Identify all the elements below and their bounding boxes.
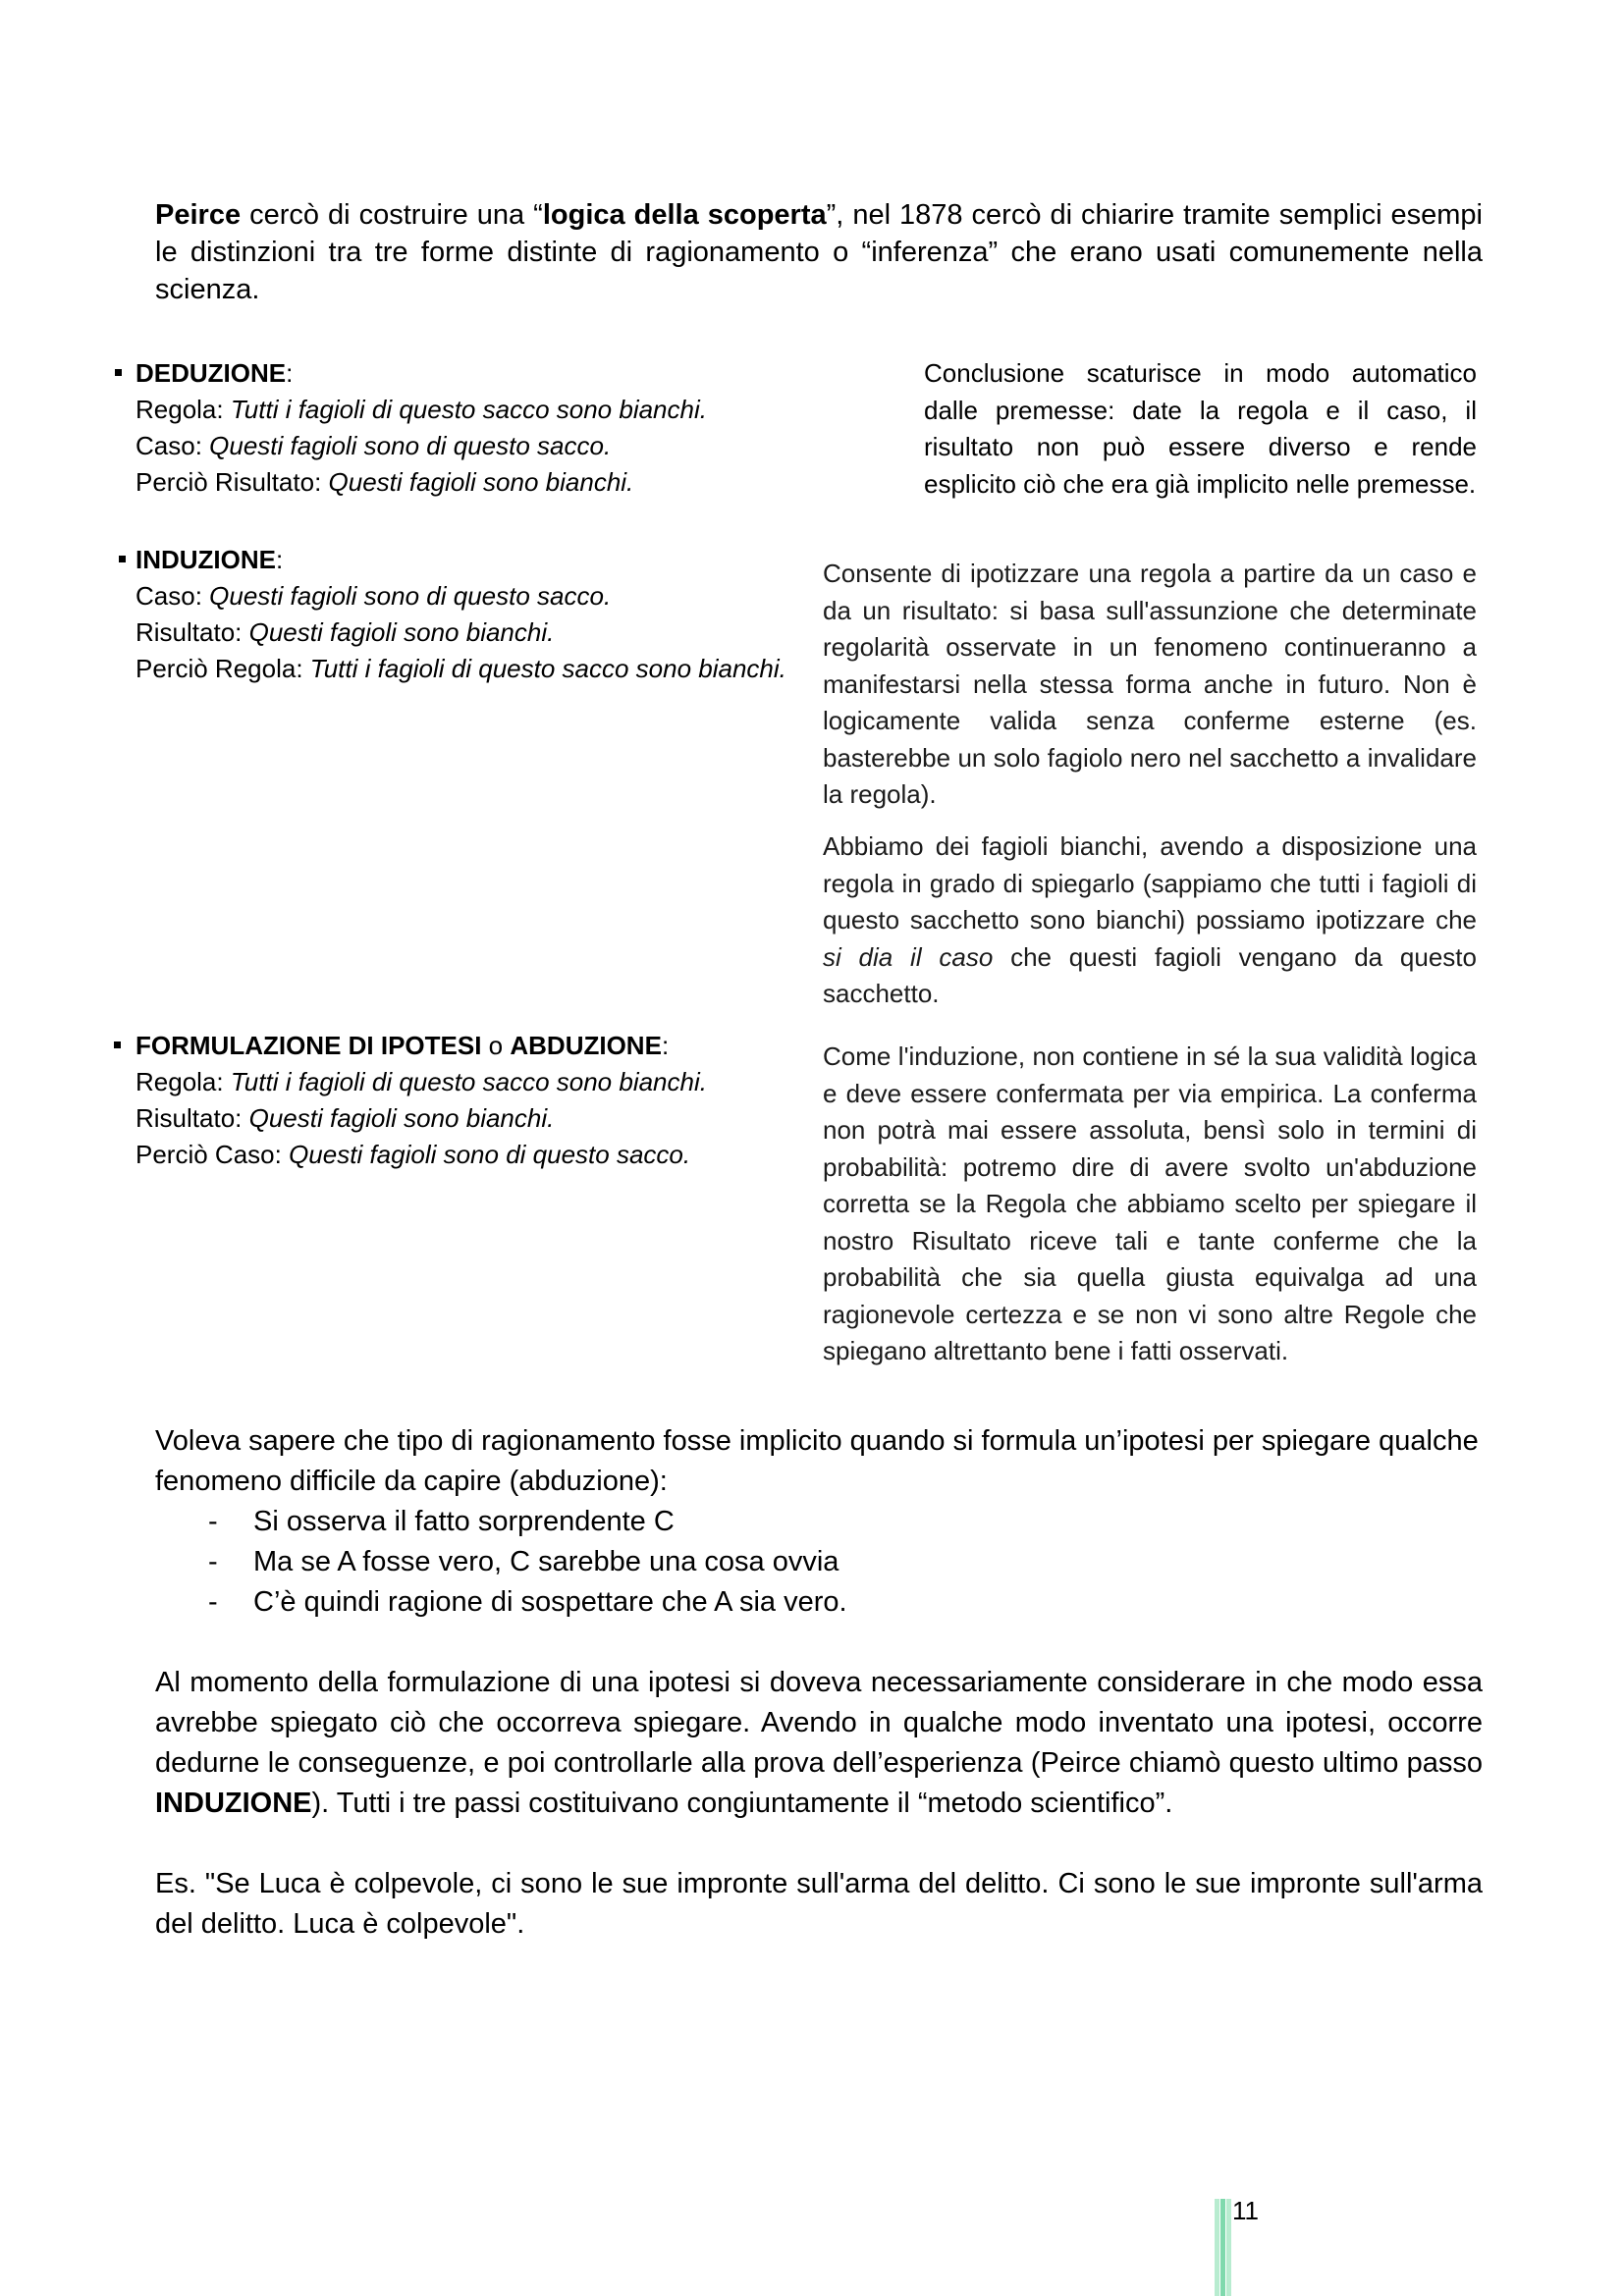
deduzione-caso-value: Questi fagioli sono di questo sacco.: [209, 431, 612, 460]
deduzione-caso: [135, 428, 611, 464]
reasoning-intro: Voleva sapere che tipo di ragionamento fosse implicito quando si formula un’ipotesi per spiegare qualche fenomeno difficile da capire (abduzione):: [155, 1425, 1479, 1497]
intro-paragraph: [155, 196, 1483, 308]
induzione-risultato: [135, 614, 554, 651]
closing-text-2: ). Tutti i tre passi costituivano congiuntamente il “metodo scientifico”.: [311, 1788, 1173, 1819]
deduzione-explanation: Conclusione scaturisce in modo automatico dalle premesse: date la regola e il caso, il risultato non può essere diverso e rende esplicito ciò che era già implicito nelle premesse.: [924, 358, 1477, 499]
induzione-risultato-value: Questi fagioli sono bianchi.: [248, 617, 555, 647]
abduzione-regola: [135, 1064, 707, 1100]
induzione-caso-label: Caso:: [135, 581, 210, 611]
deduzione-risultato-value: Questi fagioli sono bianchi.: [328, 467, 634, 497]
bullet-induzione: [119, 556, 126, 562]
deduzione-regola: [135, 392, 707, 428]
induzione-explanation: Consente di ipotizzare una regola a partire da un caso e da un risultato: si basa sull'assunzione che determinate regolarità osservate in un fenomeno continueranno a manifestarsi nella stessa forma anche in futuro. Non è logicamente valida senza conferme esterne (es. basterebbe un solo fagiolo nero nel sacchetto a invalidare la regola).: [823, 559, 1477, 809]
abduzione-example-text-1: Abbiamo dei fagioli bianchi, avendo a disposizione una regola in grado di spiegarlo (sappiamo che tutti i fagioli di questo sacchetto sono bianchi) possiamo ipotizzare che: [823, 831, 1477, 934]
reasoning-item-1: Si osserva il fatto sorprendente C: [253, 1506, 675, 1537]
abduzione-example-text-2: che questi fagioli vengano da questo sacchetto.: [823, 941, 1477, 1008]
deduzione-risultato-label: Perciò Risultato:: [135, 467, 329, 497]
deduzione-title: [135, 355, 293, 392]
induzione-regola-value: Tutti i fagioli di questo sacco sono bianchi.: [309, 654, 786, 683]
closing-example: Es. "Se Luca è colpevole, ci sono le sue impronte sull'arma del delitto. Ci sono le sue impronte sull'arma del delitto. Luca è colpevole".: [155, 1868, 1483, 1940]
reasoning-item-3: C’è quindi ragione di sospettare che A sia vero.: [253, 1586, 847, 1618]
page-bar-2: [1220, 2199, 1225, 2296]
deduzione-colon: :: [286, 358, 294, 388]
abduzione-explanation: Come l'induzione, non contiene in sé la sua validità logica e deve essere confermata per via empirica. La conferma non potrà mai essere assoluta, bensì solo in termini di probabilità: potremo dire di avere svolto un'abduzione corretta se la Regola che abbiamo scelto per spiegare il nostro Risultato riceve tali e tante conferme che la probabilità che sia quella giusta equivalga ad una ragionevole certezza e se non vi sono altre Regole che spiegano altrettanto bene i fatti osservati.: [823, 1041, 1477, 1365]
reasoning-dash-1: -: [208, 1506, 218, 1537]
abduzione-caso: [135, 1137, 690, 1173]
induzione-caso: [135, 578, 611, 614]
abduzione-caso-value: Questi fagioli sono di questo sacco.: [289, 1140, 691, 1169]
abduzione-regola-value: Tutti i fagioli di questo sacco sono bianchi.: [230, 1067, 707, 1096]
deduzione-caso-label: Caso:: [135, 431, 210, 460]
induzione-title: [135, 542, 283, 578]
abduzione-title: [135, 1028, 669, 1064]
abduzione-risultato: [135, 1100, 554, 1137]
abduzione-colon: :: [661, 1031, 670, 1060]
abduzione-title-a: FORMULAZIONE DI IPOTESI: [135, 1031, 482, 1060]
deduzione-regola-label: Regola:: [135, 395, 231, 424]
bullet-deduzione: [115, 369, 122, 376]
abduzione-regola-label: Regola:: [135, 1067, 231, 1096]
bullet-abduzione: [114, 1041, 121, 1048]
abduzione-risultato-label: Risultato:: [135, 1103, 249, 1133]
reasoning-item-2: Ma se A fosse vero, C sarebbe una cosa ovvia: [253, 1546, 839, 1577]
abduzione-title-o: o: [481, 1031, 511, 1060]
induzione-risultato-label: Risultato:: [135, 617, 249, 647]
closing-paragraph: [155, 1663, 1483, 1824]
page-number: 11: [1232, 2196, 1259, 2225]
abduzione-title-b: ABDUZIONE: [510, 1031, 662, 1060]
abduzione-caso-label: Perciò Caso:: [135, 1140, 290, 1169]
intro-logica-scoperta: logica della scoperta: [542, 199, 827, 231]
intro-text-2: ”, nel 1878 cercò di chiarire tramite semplici esempi le distinzioni tra tre forme distinte di ragionamento o “inferenza” che erano usati comunemente nella scienza.: [155, 199, 1483, 305]
induzione-regola: [135, 651, 793, 687]
page-bar-3: [1226, 2199, 1231, 2296]
deduzione-regola-value: Tutti i fagioli di questo sacco sono bianchi.: [230, 395, 707, 424]
reasoning-dash-2: -: [208, 1546, 218, 1577]
abduzione-risultato-value: Questi fagioli sono bianchi.: [248, 1103, 555, 1133]
intro-peirce: Peirce: [155, 199, 242, 231]
abduzione-example-italic: si dia il caso: [823, 941, 994, 972]
deduzione-risultato: [135, 464, 633, 501]
intro-text-1: cercò di costruire una “: [241, 199, 543, 231]
deduzione-title-text: DEDUZIONE: [135, 358, 287, 388]
reasoning-dash-3: -: [208, 1586, 218, 1618]
page-bar-1: [1215, 2199, 1219, 2296]
abduzione-example: [823, 828, 1477, 1013]
induzione-colon: :: [276, 545, 284, 574]
induzione-regola-label: Perciò Regola:: [135, 654, 310, 683]
closing-induzione: INDUZIONE: [155, 1788, 312, 1819]
induzione-title-text: INDUZIONE: [135, 545, 276, 574]
closing-text-1: Al momento della formulazione di una ipotesi si doveva necessariamente considerare in che modo essa avrebbe spiegato ciò che occorreva spiegare. Avendo in qualche modo inventato una ipotesi, occorre dedurne le conseguenze, e poi controllarle alla prova dell’esperienza (Peirce chiamò questo ultimo passo: [155, 1667, 1483, 1779]
induzione-caso-value: Questi fagioli sono di questo sacco.: [209, 581, 612, 611]
